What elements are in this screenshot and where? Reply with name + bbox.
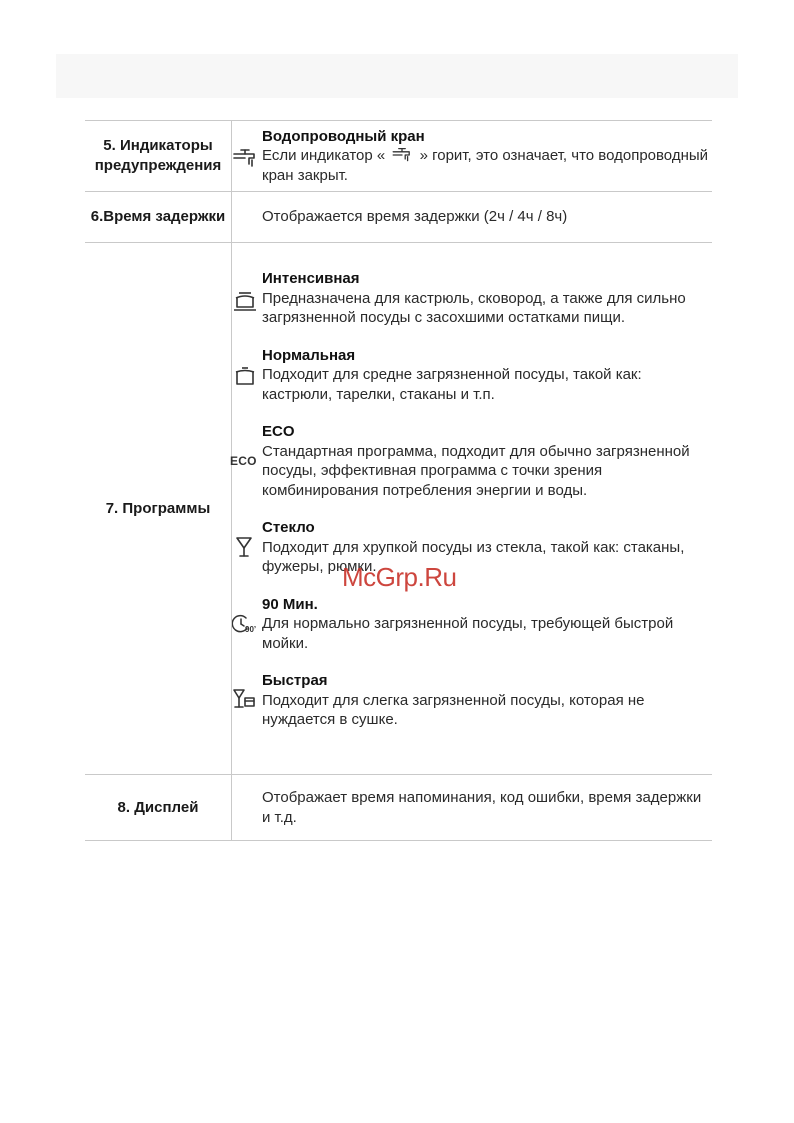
program-quick-title: Быстрая: [262, 672, 328, 689]
table-row-display: [85, 775, 712, 841]
pot-with-lid-icon: [232, 289, 258, 311]
row-content-warnings: [232, 121, 713, 192]
program-90-min-description: Для нормально загрязненной посуды, требующей быстрой мойки.: [262, 615, 674, 652]
program-quick: [232, 671, 712, 730]
program-glass-title: Стекло: [262, 519, 315, 536]
water-tap-inline-icon: [391, 147, 413, 163]
warning-desc-after: » горит, это означает, что водопроводный кран закрыт.: [262, 147, 709, 184]
program-intensive-description: Предназначена для кастрюль, сковород, а также для сильно загрязненной посуды с засохшими остатками пищи.: [262, 289, 686, 326]
program-eco-title: ECO: [262, 423, 295, 440]
program-intensive: [232, 269, 712, 328]
table-row-programs: [85, 243, 712, 775]
program-normal-description: Подходит для средне загрязненной посуды, такой как: кастрюли, тарелки, стаканы и т.п.: [262, 366, 642, 403]
water-tap-icon: [232, 147, 258, 169]
row-content-display: [232, 775, 713, 841]
row-label-warnings: 5. Индикаторы предупреждения: [85, 121, 232, 192]
program-glass-description: Подходит для хрупкой посуды из стекла, такой как: стаканы, фужеры, рюмки.: [262, 538, 685, 575]
program-glass: [232, 518, 712, 577]
delay-description: Отображается время задержки (2ч / 4ч / 8ч): [262, 208, 568, 226]
warning-description: [262, 146, 712, 185]
row-label-display: 8. Дисплей: [85, 775, 232, 841]
program-eco-description: Стандартная программа, подходит для обычно загрязненной посуды, эффективная программа с точки зрения комбинирования потребления энергии и воды.: [262, 442, 690, 499]
table-row-warnings: [85, 121, 712, 192]
pot-icon: [232, 365, 258, 387]
watermark: McGrp.Ru: [342, 562, 457, 592]
program-normal-title: Нормальная: [262, 346, 356, 364]
row-label-delay: 6.Время задержки: [85, 192, 232, 243]
display-description: Отображает время напоминания, код ошибки, время задержки и т.д.: [262, 789, 702, 826]
program-eco: [232, 422, 712, 500]
row-content-delay: [232, 192, 713, 243]
row-label-programs: 7. Программы: [85, 243, 232, 775]
row-content-programs: [232, 243, 713, 775]
glass-and-cup-icon: [232, 688, 258, 710]
warning-title: Водопроводный кран: [262, 127, 425, 145]
wine-glass-icon: [232, 536, 258, 558]
clock-90-icon: [232, 613, 258, 635]
warning-entry: [232, 127, 712, 186]
svg-text:90’: 90’: [245, 624, 257, 634]
header-band: [56, 54, 738, 98]
table-row-delay: [85, 192, 712, 243]
eco-icon: ECO: [230, 454, 257, 468]
program-90-min-title: 90 Мин.: [262, 595, 318, 613]
warning-desc-before: Если индикатор «: [262, 147, 386, 165]
program-quick-description: Подходит для слегка загрязненной посуды, которая не нуждается в сушке.: [262, 691, 645, 728]
spec-table: [85, 120, 712, 841]
program-90-min: [232, 595, 712, 654]
program-normal: [232, 346, 712, 405]
program-intensive-title: Интенсивная: [262, 270, 360, 287]
